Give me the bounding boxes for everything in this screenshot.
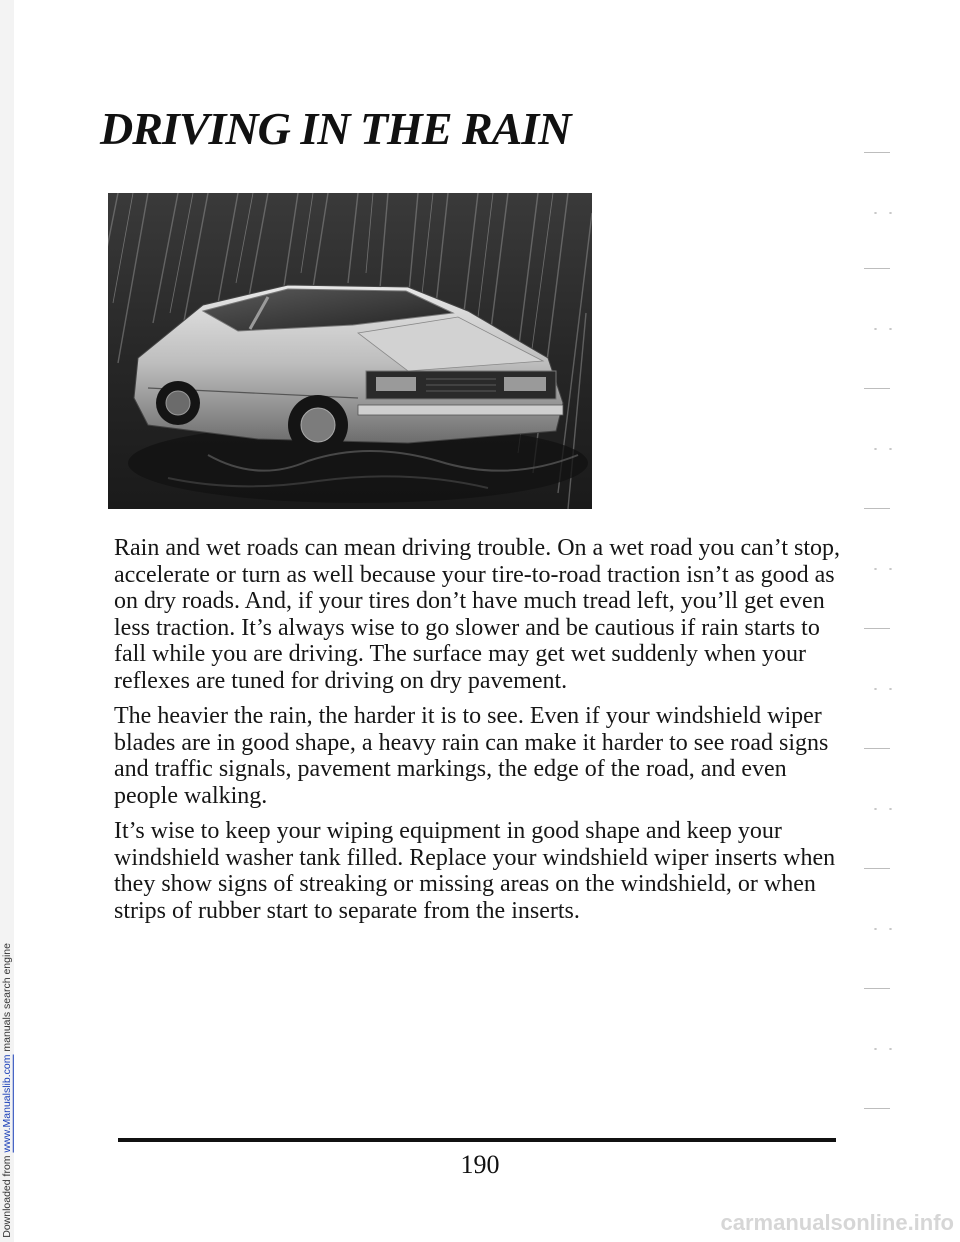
edge-mark — [864, 508, 890, 509]
manualslib-link[interactable]: www.Manualslib.com — [1, 1054, 13, 1153]
article-body — [114, 535, 852, 933]
edge-mark — [864, 1108, 890, 1109]
edge-mark — [868, 328, 898, 330]
footer-rule — [118, 1138, 836, 1142]
edge-mark — [868, 1048, 898, 1050]
edge-mark — [864, 868, 890, 869]
download-notice — [1, 943, 13, 1238]
edge-mark — [864, 152, 890, 153]
edge-mark — [864, 628, 890, 629]
edge-mark — [868, 448, 898, 450]
watermark: carmanualsonline.info — [720, 1210, 954, 1235]
edge-mark — [864, 988, 890, 989]
edge-mark — [868, 568, 898, 570]
download-suffix: manuals search engine — [1, 943, 13, 1052]
paragraph-wipers: It’s wise to keep your wiping equipment in good shape and keep your windshield washer tank filled. Replace your windshield wiper inserts when they show signs of streaking or missing areas on the windshield, or when strips of rubber start to separate from the inserts. — [114, 818, 836, 924]
page-edge-marks — [862, 130, 922, 1170]
paragraph-wet-roads: Rain and wet roads can mean driving trouble. On a wet road you can’t stop, accelerate or turn as well because your tire-to-road traction isn’t as good as on dry roads. And, if your tires don’t have much tread left, you’ll get even less traction. It’s always wise to go slower and be cautious if rain starts to fall while you are driving. The surface may get wet suddenly when your reflexes are tuned for driving on dry pavement. — [114, 535, 841, 694]
car-in-rain-photo — [108, 193, 592, 509]
download-prefix: Downloaded from — [1, 1155, 13, 1238]
edge-mark — [864, 268, 890, 269]
edge-mark — [868, 928, 898, 930]
download-sidebar — [0, 0, 14, 1242]
edge-mark — [868, 688, 898, 690]
page-number: 190 — [460, 1150, 500, 1179]
edge-mark — [868, 212, 898, 214]
paragraph-visibility: The heavier the rain, the harder it is to see. Even if your windshield wiper blades are in good shape, a heavy rain can make it harder to see road signs and traffic signals, pavement markings, the edge of the road, and even people walking. — [114, 703, 829, 809]
edge-mark — [868, 808, 898, 810]
edge-mark — [864, 748, 890, 749]
edge-mark — [864, 388, 890, 389]
page-title: DRIVING IN THE RAIN — [100, 103, 571, 154]
